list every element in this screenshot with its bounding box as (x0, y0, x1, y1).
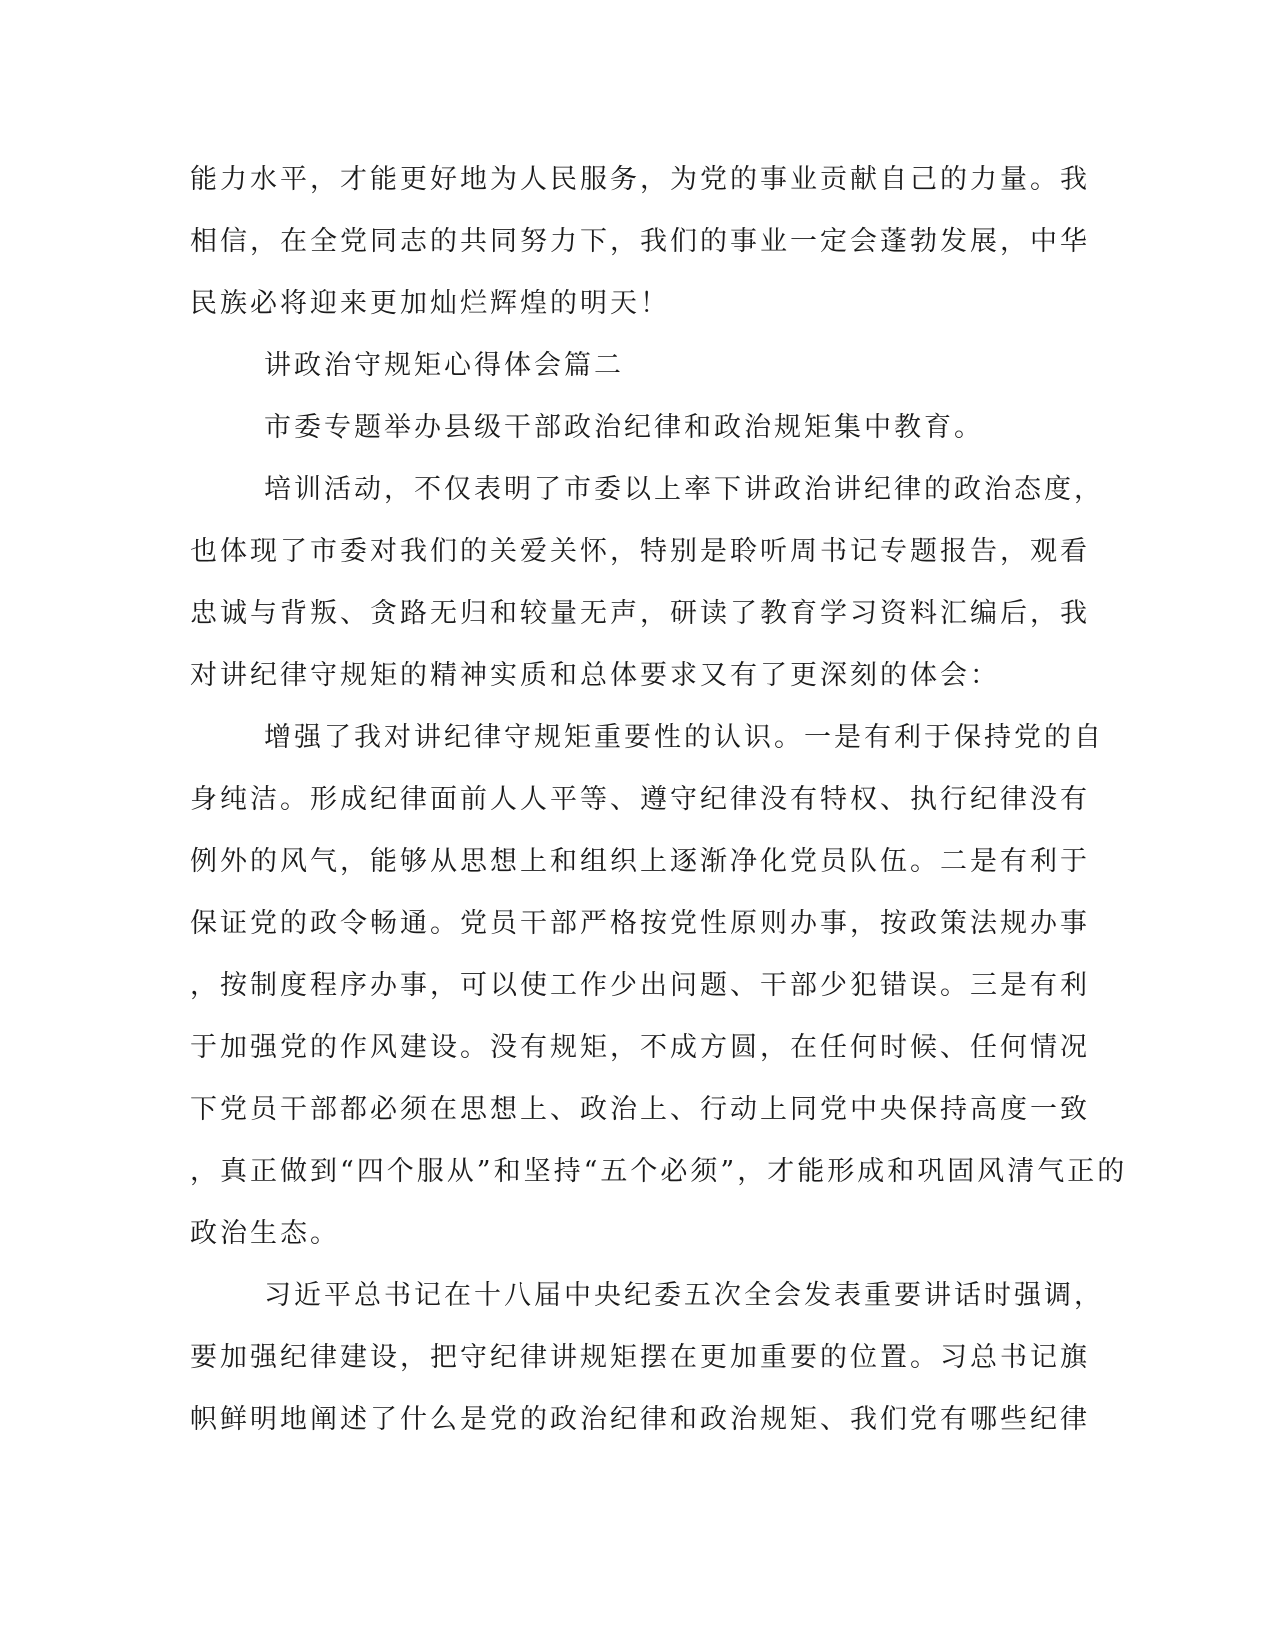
text-line: 身纯洁。形成纪律面前人人平等、遵守纪律没有特权、执行纪律没有 (190, 784, 1090, 815)
text-line: 培训活动，不仅表明了市委以上率下讲政治讲纪律的政治态度， (264, 474, 1104, 505)
text-line: 习近平总书记在十八届中央纪委五次全会发表重要讲话时强调， (264, 1280, 1104, 1311)
text-line: 帜鲜明地阐述了什么是党的政治纪律和政治规矩、我们党有哪些纪律 (190, 1404, 1090, 1435)
text-line: ，按制度程序办事，可以使工作少出问题、干部少犯错误。三是有利 (190, 970, 1090, 1001)
text-line: 于加强党的作风建设。没有规矩，不成方圆，在任何时候、任何情况 (190, 1032, 1090, 1063)
text-line: 对讲纪律守规矩的精神实质和总体要求又有了更深刻的体会： (190, 660, 1000, 691)
text-line: 政治生态。 (190, 1218, 340, 1249)
text-line: 下党员干部都必须在思想上、政治上、行动上同党中央保持高度一致 (190, 1094, 1090, 1125)
text-line: 能力水平，才能更好地为人民服务，为党的事业贡献自己的力量。我 (190, 164, 1090, 195)
text-line: 保证党的政令畅通。党员干部严格按党性原则办事，按政策法规办事 (190, 908, 1090, 939)
text-line: 相信，在全党同志的共同努力下，我们的事业一定会蓬勃发展，中华 (190, 226, 1090, 257)
text-line: 也体现了市委对我们的关爱关怀，特别是聆听周书记专题报告，观看 (190, 536, 1090, 567)
text-line: 要加强纪律建设，把守纪律讲规矩摆在更加重要的位置。习总书记旗 (190, 1342, 1090, 1373)
text-line: 增强了我对讲纪律守规矩重要性的认识。一是有利于保持党的自 (264, 722, 1104, 753)
text-line: 忠诚与背叛、贪路无归和较量无声，研读了教育学习资料汇编后，我 (190, 598, 1090, 629)
section-heading: 讲政治守规矩心得体会篇二 (264, 350, 624, 381)
text-line: 市委专题举办县级干部政治纪律和政治规矩集中教育。 (264, 412, 984, 443)
text-line: ，真正做到“四个服从”和坚持“五个必须”，才能形成和巩固风清气正的 (190, 1156, 1128, 1187)
text-line: 例外的风气，能够从思想上和组织上逐渐净化党员队伍。二是有利于 (190, 846, 1090, 877)
text-line: 民族必将迎来更加灿烂辉煌的明天！ (190, 288, 670, 319)
